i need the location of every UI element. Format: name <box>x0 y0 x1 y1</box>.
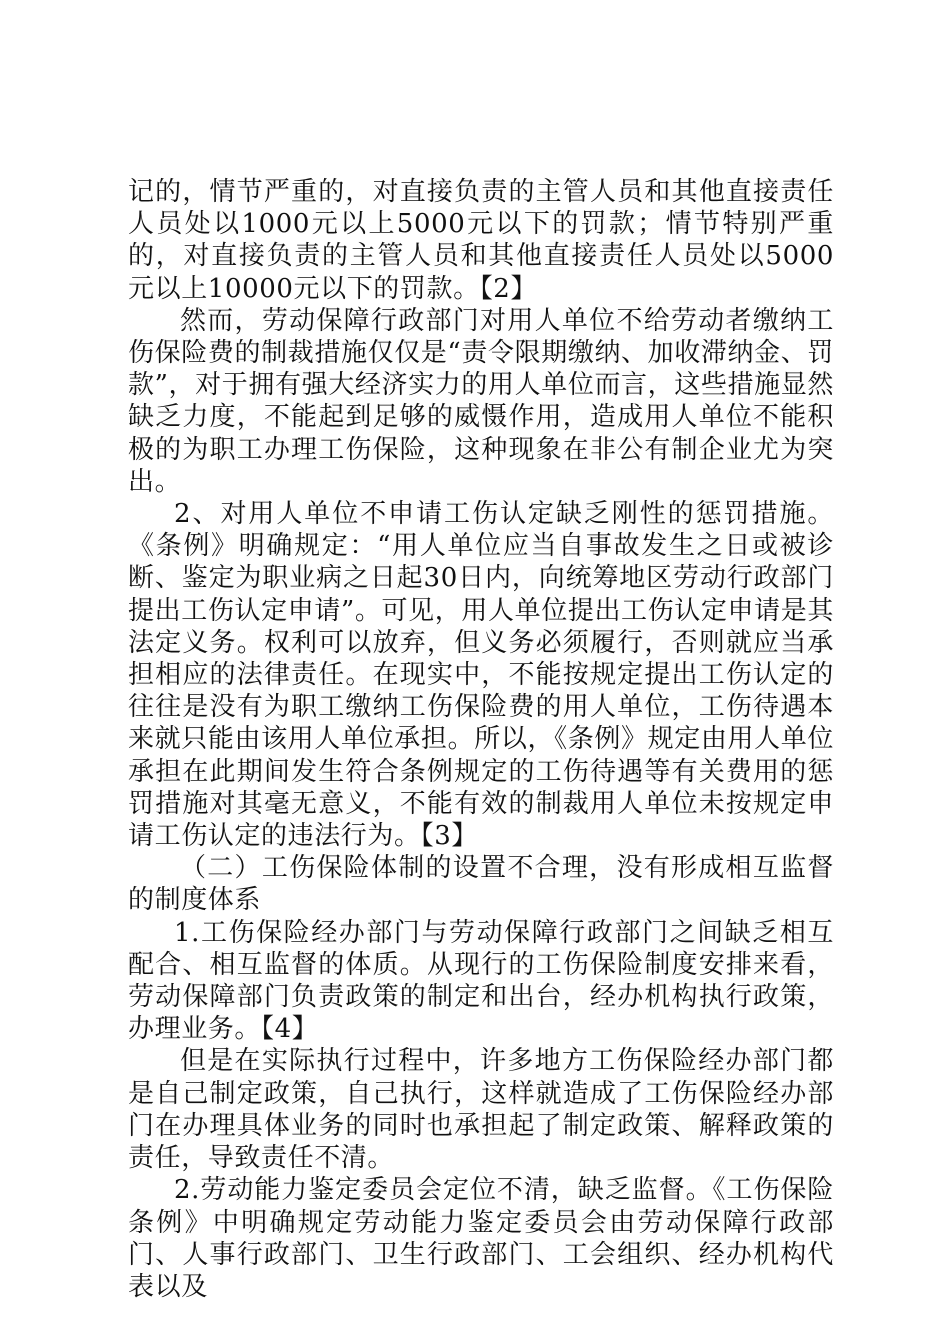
section-heading-system: （二）工伤保险体制的设置不合理，没有形成相互监督的制度体系 <box>128 853 834 916</box>
document-body <box>128 176 834 1303</box>
paragraph-sanction-weakness: 然而，劳动保障行政部门对用人单位不给劳动者缴纳工伤保险费的制裁措施仅仅是“责令限期缴纳、加收滞纳金、罚款”，对于拥有强大经济实力的用人单位而言，这些措施显然缺乏力度，不能起到足够的威慑作用，造成用人单位不能积极的为职工办理工伤保险，这种现象在非公有制企业尤为突出。 <box>128 305 834 497</box>
paragraph-penalty-continuation: 记的，情节严重的，对直接负责的主管人员和其他直接责任人员处以1000元以上5000元以下的罚款；情节特别严重的，对直接负责的主管人员和其他直接责任人员处以5000元以上10000元以下的罚款。【2】 <box>128 177 834 304</box>
paragraph-injury-recognition: 2、对用人单位不申请工伤认定缺乏刚性的惩罚措施。《条例》明确规定：“用人单位应当自事故发生之日或被诊断、鉴定为职业病之日起30日内，向统筹地区劳动行政部门提出工伤认定申请”。可见，用人单位提出工伤认定申请是其法定义务。权利可以放弃，但义务必须履行，否则就应当承担相应的法律责任。在现实中，不能按规定提出工伤认定的往往是没有为职工缴纳工伤保险费的用人单位，工伤待遇本来就只能由该用人单位承担。所以，《条例》规定由用人单位承担在此期间发生符合条例规定的工伤待遇等有关费用的惩罚措施对其毫无意义，不能有效的制裁用人单位未按规定申请工伤认定的违法行为。【3】 <box>128 499 834 852</box>
paragraph-appraisal-committee: 2.劳动能力鉴定委员会定位不清，缺乏监督。《工伤保险条例》中明确规定劳动能力鉴定委员会由劳动保障行政部门、人事行政部门、卫生行政部门、工会组织、经办机构代表以及 <box>128 1175 834 1302</box>
paragraph-agency-cooperation: 1.工伤保险经办部门与劳动保障行政部门之间缺乏相互配合、相互监督的体质。从现行的工伤保险制度安排来看，劳动保障部门负责政策的制定和出台，经办机构执行政策，办理业务。【4】 <box>128 917 834 1045</box>
paragraph-implementation: 但是在实际执行过程中，许多地方工伤保险经办部门都是自己制定政策，自己执行，这样就造成了工伤保险经办部门在办理具体业务的同时也承担起了制定政策、解释政策的责任，导致责任不清。 <box>128 1046 834 1174</box>
